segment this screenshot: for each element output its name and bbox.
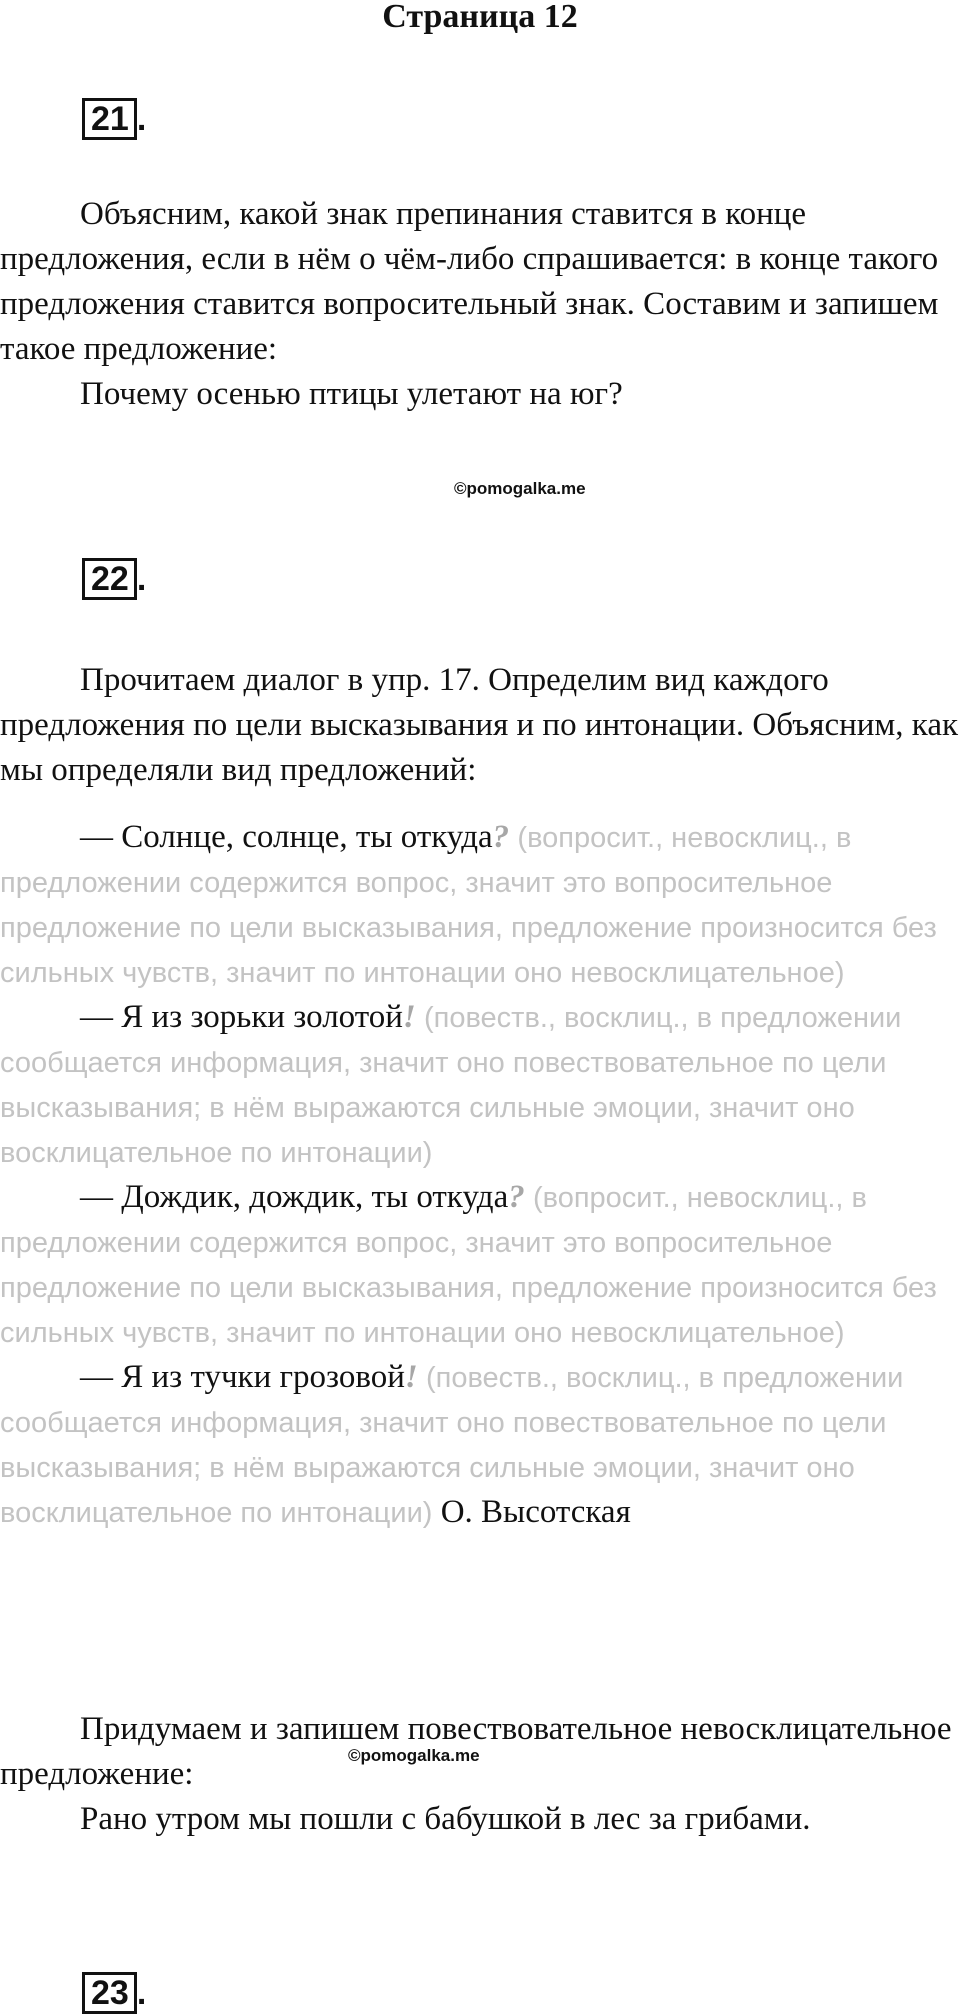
exercise-number-box: 22 bbox=[82, 558, 137, 600]
dialog-explanation: (повеств., восклиц., в предложении сообщается информация, значит оно повествовательное по цели высказывания; в нём выражаются сильные эмоции, значит оно восклицательное по интонации) bbox=[0, 1362, 904, 1529]
poem-author: О. Высотская bbox=[440, 1494, 631, 1530]
exercise-number-dot: . bbox=[136, 1974, 147, 2012]
dialog-explanation: (вопросит., невосклиц., в предложении содержится вопрос, значит это вопросительное предложение по цели высказывания, предложение произносится без сильных чувств, значит по интонации оно невосклицательное) bbox=[0, 1182, 937, 1349]
watermark: ©pomogalka.me bbox=[454, 479, 586, 498]
dialog-line-text: — Солнце, солнце, ты откуда bbox=[80, 819, 493, 855]
watermark: ©pomogalka.me bbox=[348, 1746, 480, 1765]
dialog-punctuation: ! bbox=[402, 999, 416, 1035]
dialog-punctuation: ? bbox=[492, 819, 510, 855]
exercise-22-intro bbox=[0, 658, 958, 793]
exercise-21-paragraph: Объясним, какой знак препинания ставится в конце предложения, если в нём о чём-либо спрашивается: в конце такого предложения ставится вопросительный знак. Составим и запишем такое предложение: bbox=[0, 196, 939, 367]
dialog-line bbox=[0, 1175, 958, 1355]
exercise-22-task-paragraph: Придумаем и запишем повествовательное невосклицательное предложение: bbox=[0, 1711, 952, 1792]
dialog bbox=[0, 815, 958, 1535]
exercise-number-dot: . bbox=[136, 100, 147, 138]
exercise-number-box: 21 bbox=[82, 98, 137, 140]
dialog-line-text: — Я из зорьки золотой bbox=[80, 999, 403, 1035]
exercise-number-22 bbox=[82, 558, 146, 600]
exercise-number-23 bbox=[82, 1972, 146, 2014]
dialog-punctuation: ? bbox=[508, 1179, 525, 1215]
exercise-22-task bbox=[0, 1707, 958, 1842]
dialog-punctuation: ! bbox=[404, 1359, 418, 1395]
dialog-line bbox=[0, 995, 958, 1175]
dialog-line bbox=[0, 1355, 958, 1535]
dialog-explanation: (вопросит., невосклиц., в предложении содержится вопрос, значит это вопросительное предложение по цели высказывания, предложение произносится без сильных чувств, значит по интонации оно невосклицательное) bbox=[0, 822, 937, 989]
page-title: Страница 12 bbox=[382, 0, 578, 35]
exercise-21-answer: Почему осенью птицы улетают на юг? bbox=[80, 376, 623, 412]
exercise-22-answer: Рано утром мы пошли с бабушкой в лес за грибами. bbox=[80, 1801, 811, 1837]
exercise-number-dot: . bbox=[136, 560, 147, 598]
dialog-line bbox=[0, 815, 958, 995]
exercise-22-paragraph: Прочитаем диалог в упр. 17. Определим вид каждого предложения по цели высказывания и по интонации. Объясним, как мы определяли вид предложений: bbox=[0, 662, 959, 788]
exercise-number-21 bbox=[82, 98, 146, 140]
exercise-number-box: 23 bbox=[82, 1972, 137, 2014]
dialog-explanation: (повеств., восклиц., в предложении сообщается информация, значит оно повествовательное по цели высказывания; в нём выражаются сильные эмоции, значит оно восклицательное по интонации) bbox=[0, 1002, 902, 1169]
exercise-21-text bbox=[0, 192, 958, 417]
dialog-line-text: — Я из тучки грозовой bbox=[80, 1359, 405, 1395]
dialog-line-text: — Дождик, дождик, ты откуда bbox=[80, 1179, 509, 1215]
